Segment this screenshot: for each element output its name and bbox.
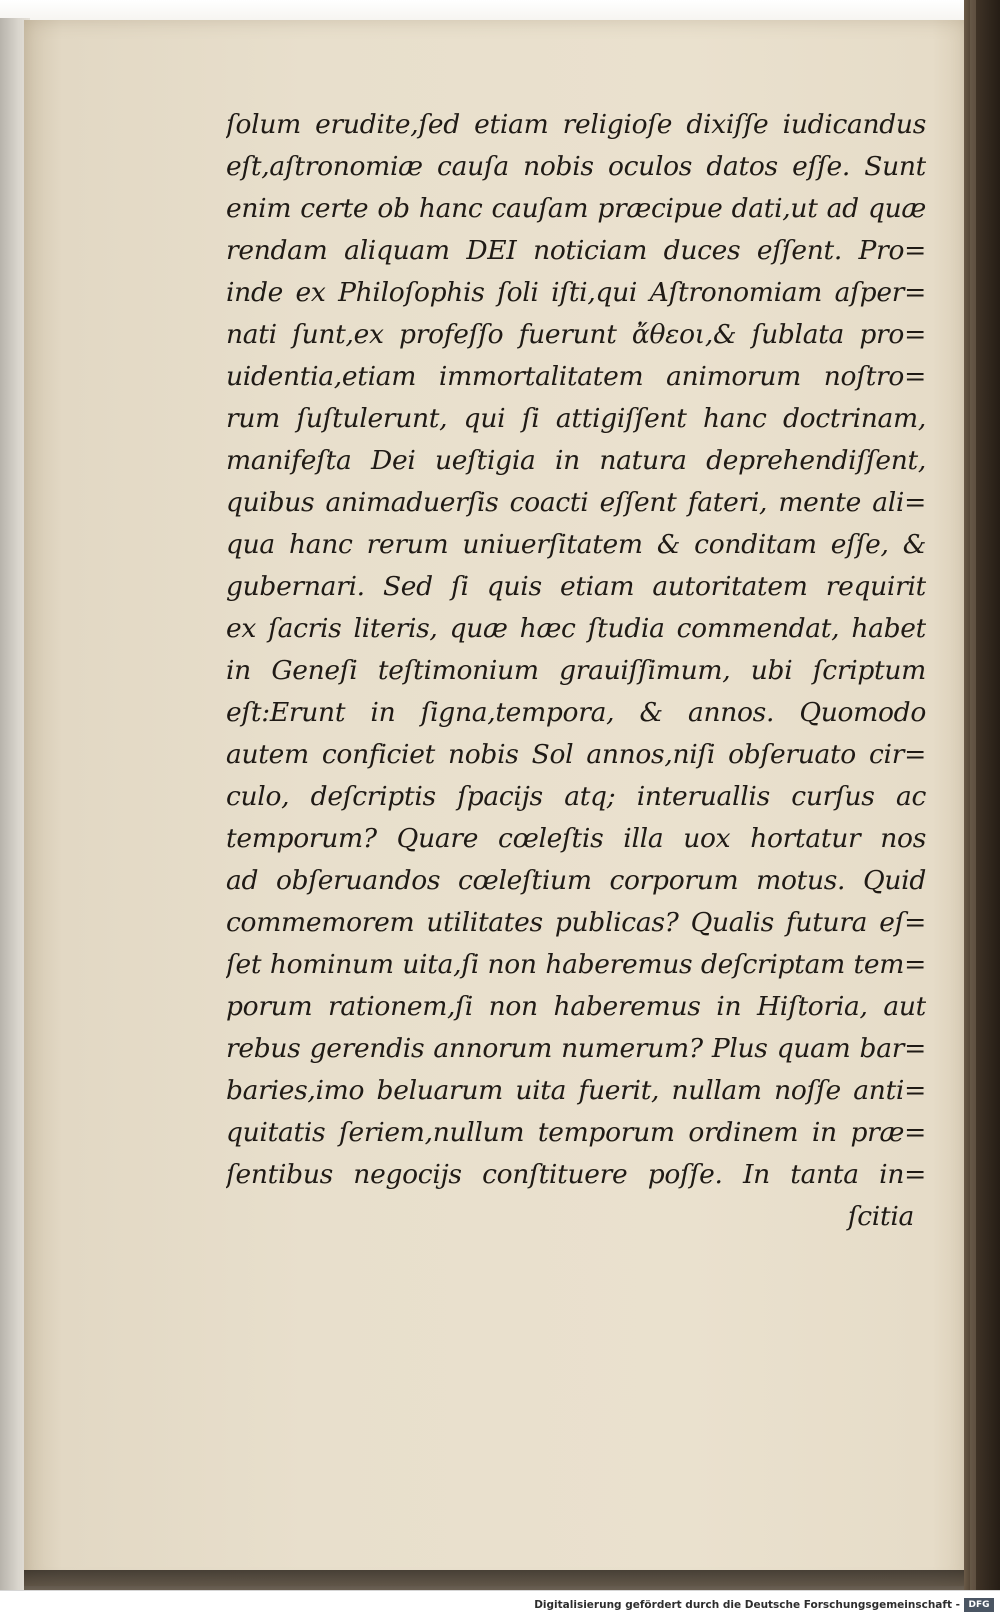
text-line: eſt,aſtronomiæ cauſa nobis oculos datos eſſe. Sunt <box>226 151 926 182</box>
book-binding-edge <box>964 0 1000 1590</box>
text-line: nati ſunt,ex profeſſo fuerunt ἄθεοι,& ſublata pro= <box>226 319 926 350</box>
text-line: porum rationem,ſi non haberemus in Hiſtoria, aut <box>226 991 926 1022</box>
text-line: commemorem utilitates publicas? Qualis futura eſ= <box>226 907 926 938</box>
text-line: ſolum erudite,ſed etiam religioſe dixiſſe iudicandus <box>226 109 926 140</box>
catchword: ſcitia <box>847 1201 914 1232</box>
text-line: gubernari. Sed ſi quis etiam autoritatem requirit <box>226 571 926 602</box>
text-line: in Geneſi teſtimonium grauiſſimum, ubi ſcriptum <box>226 655 926 686</box>
text-line: quibus animaduerſis coacti eſſent fateri, mente ali= <box>226 487 926 518</box>
text-line: eſt:Erunt in ſigna,tempora, & annos. Quomodo <box>226 697 926 728</box>
text-line: ex ſacris literis, quæ hæc ſtudia commendat, habet <box>226 613 926 644</box>
text-line: temporum? Quare cœleſtis illa uox hortatur nos <box>226 823 926 854</box>
dfg-logo-icon: DFG <box>964 1598 994 1612</box>
text-line: rebus gerendis annorum numerum? Plus quam bar= <box>226 1033 926 1064</box>
page-text-block <box>226 104 926 1238</box>
text-line: enim certe ob hanc cauſam præcipue dati,ut ad quæ <box>226 193 926 224</box>
text-line: ſet hominum uita,ſi non haberemus deſcriptam tem= <box>226 949 926 980</box>
text-line: manifeſta Dei ueſtigia in natura deprehendiſſent, <box>226 445 926 476</box>
text-line: baries,imo beluarum uita fuerit, nullam noſſe anti= <box>226 1075 926 1106</box>
text-line: qua hanc rerum uniuerſitatem & conditam eſſe, & <box>226 529 926 560</box>
text-line: culo, deſcriptis ſpacijs atq; interuallis curſus ac <box>226 781 926 812</box>
text-line: rendam aliquam DEI noticiam duces eſſent. Pro= <box>226 235 926 266</box>
text-line: uidentia,etiam immortalitatem animorum noſtro= <box>226 361 926 392</box>
text-line: ſentibus negocijs conſtituere poſſe. In tanta in= <box>226 1159 926 1190</box>
funding-credit: Digitalisierung gefördert durch die Deutsche Forschungsgemeinschaft - <box>534 1599 960 1611</box>
page-bottom-edge <box>24 1570 970 1590</box>
text-line: inde ex Philoſophis ſoli iſti,qui Aſtronomiam aſper= <box>226 277 926 308</box>
text-line: autem conficiet nobis Sol annos,niſi obſeruato cir= <box>226 739 926 770</box>
text-line: quitatis ſeriem,nullum temporum ordinem in præ= <box>226 1117 926 1148</box>
digitization-footer <box>0 1590 1000 1620</box>
text-line: ad obſeruandos cœleſtium corporum motus. Quid <box>226 865 926 896</box>
text-line: rum ſuſtulerunt, qui ſi attigiſſent hanc doctrinam, <box>226 403 926 434</box>
